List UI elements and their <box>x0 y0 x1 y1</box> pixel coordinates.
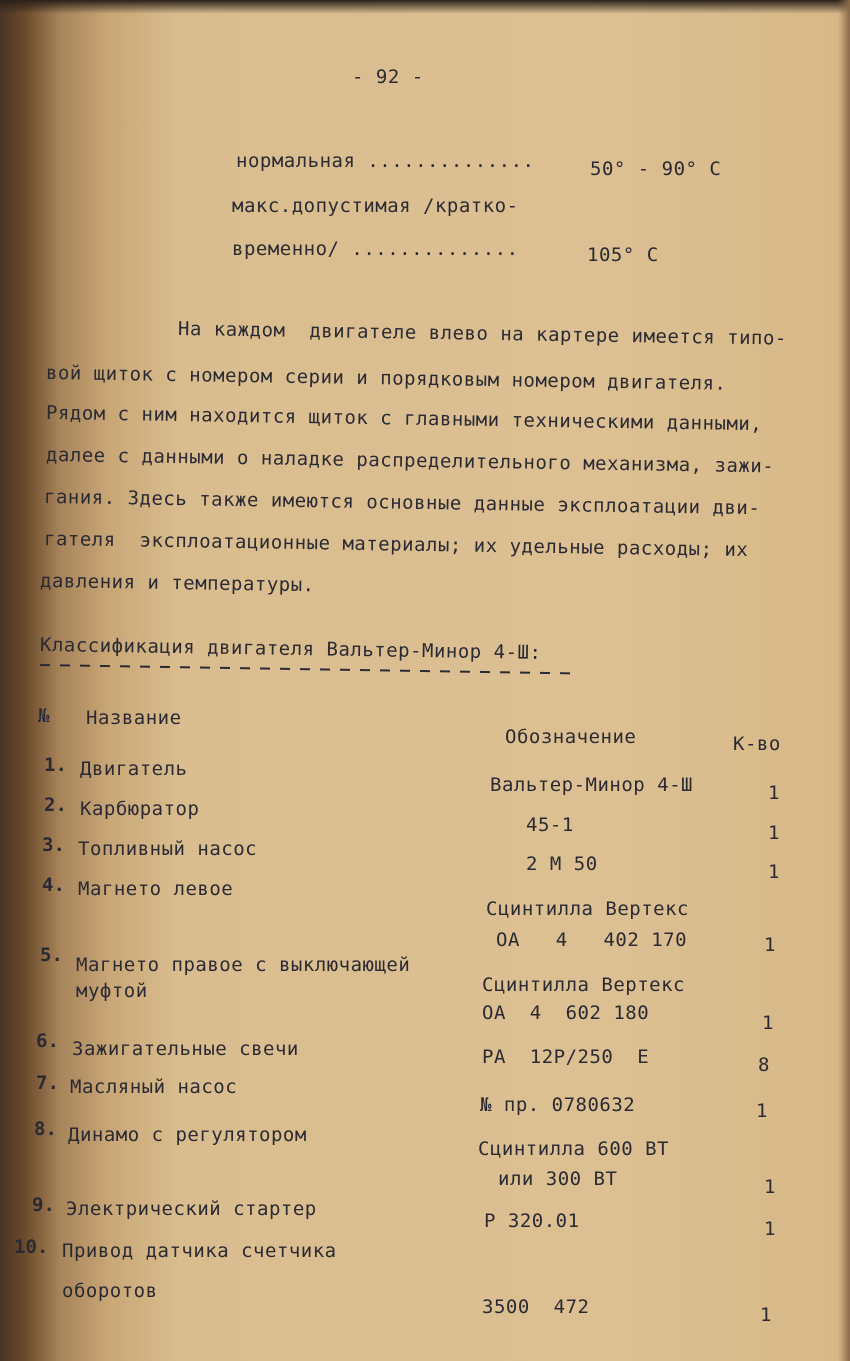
row-designation: Сцинтилла Вертекс <box>486 898 689 920</box>
row-name: Карбюратор <box>80 798 200 820</box>
paragraph-line: давления и температуры. <box>39 570 315 597</box>
temp-max-value: 105° С <box>587 244 659 266</box>
row-designation: ОА 4 602 180 <box>482 1002 650 1024</box>
row-designation: или 300 ВТ <box>498 1168 618 1190</box>
row-name: муфтой <box>76 980 148 1002</box>
row-number: 4. <box>42 874 65 896</box>
paragraph-line: гателя эксплоатационные материалы; их удельные расходы; их <box>43 528 749 562</box>
paragraph-line: На каждом двигателе влево на картере имеется типо- <box>177 318 787 350</box>
row-designation: 2 М 50 <box>526 853 598 875</box>
row-qty: 1 <box>764 1218 776 1240</box>
row-number: 1. <box>44 754 67 776</box>
row-qty: 1 <box>768 782 780 804</box>
row-number: 5. <box>40 944 63 966</box>
row-number: 9. <box>32 1194 55 1216</box>
row-qty: 1 <box>756 1100 768 1122</box>
page-shadow-right <box>838 0 850 1361</box>
paragraph-line: вой щиток с номером серии и порядковым номером двигателя. <box>45 362 727 395</box>
row-qty: 1 <box>760 1304 772 1326</box>
temp-normal-label: нормальная .............. <box>236 150 535 172</box>
row-number: 8. <box>34 1118 57 1140</box>
page-number: - 92 - <box>352 66 424 88</box>
row-number: 10. <box>14 1236 49 1258</box>
row-qty: 1 <box>762 1012 774 1034</box>
row-qty: 1 <box>768 861 780 883</box>
row-name: Электрический стартер <box>66 1198 317 1220</box>
header-num: № <box>38 705 50 727</box>
row-designation: Сцинтилла 600 ВТ <box>478 1138 670 1160</box>
row-name: Динамо с регулятором <box>68 1124 307 1146</box>
row-designation: 3500 472 <box>482 1296 590 1318</box>
header-qty: К-во <box>733 733 781 755</box>
row-number: 3. <box>42 834 65 856</box>
paragraph-line: Рядом с ним находится щиток с главными техническими данными, <box>45 402 763 436</box>
row-name: Двигатель <box>80 758 188 780</box>
temp-max-label-cont: временно/ .............. <box>232 238 519 260</box>
row-name: Привод датчика счетчика <box>62 1240 337 1262</box>
row-number: 2. <box>44 794 67 816</box>
row-qty: 8 <box>758 1054 770 1076</box>
header-name: Название <box>86 707 182 729</box>
section-underline <box>40 664 580 674</box>
row-designation: Вальтер-Минор 4-Ш <box>490 774 693 796</box>
section-title: Классификация двигателя Вальтер-Минор 4-Ш: <box>39 634 542 664</box>
temp-normal-value: 50° - 90° С <box>590 158 722 180</box>
row-qty: 1 <box>764 1176 776 1198</box>
temp-max-label: макс.допустимая /кратко- <box>232 195 519 217</box>
row-name: Зажигательные свечи <box>72 1038 299 1060</box>
row-designation: 45-1 <box>526 814 574 836</box>
page-shadow-top <box>0 0 850 14</box>
row-name: Магнето правое с выключающей <box>76 954 411 976</box>
row-designation: РА 12Р/250 Е <box>482 1046 650 1068</box>
row-name: Магнето левое <box>78 878 234 900</box>
row-qty: 1 <box>768 822 780 844</box>
row-designation: № пр. 0780632 <box>480 1094 636 1116</box>
row-name: Масляный насос <box>70 1076 238 1098</box>
row-designation: Сцинтилла Вертекс <box>482 974 685 996</box>
row-designation: Р 320.01 <box>484 1210 580 1232</box>
row-designation: ОА 4 402 170 <box>496 929 688 951</box>
row-name: Топливный насос <box>78 838 258 860</box>
paragraph-line: далее с данными о наладке распределительного механизма, зажи- <box>45 444 775 478</box>
row-number: 6. <box>36 1030 59 1052</box>
row-number: 7. <box>36 1072 59 1094</box>
header-designation: Обозначение <box>505 726 637 748</box>
paragraph-line: гания. Здесь также имеются основные данные эксплоатации дви- <box>43 486 761 520</box>
row-qty: 1 <box>764 934 776 956</box>
row-name: оборотов <box>62 1280 158 1302</box>
